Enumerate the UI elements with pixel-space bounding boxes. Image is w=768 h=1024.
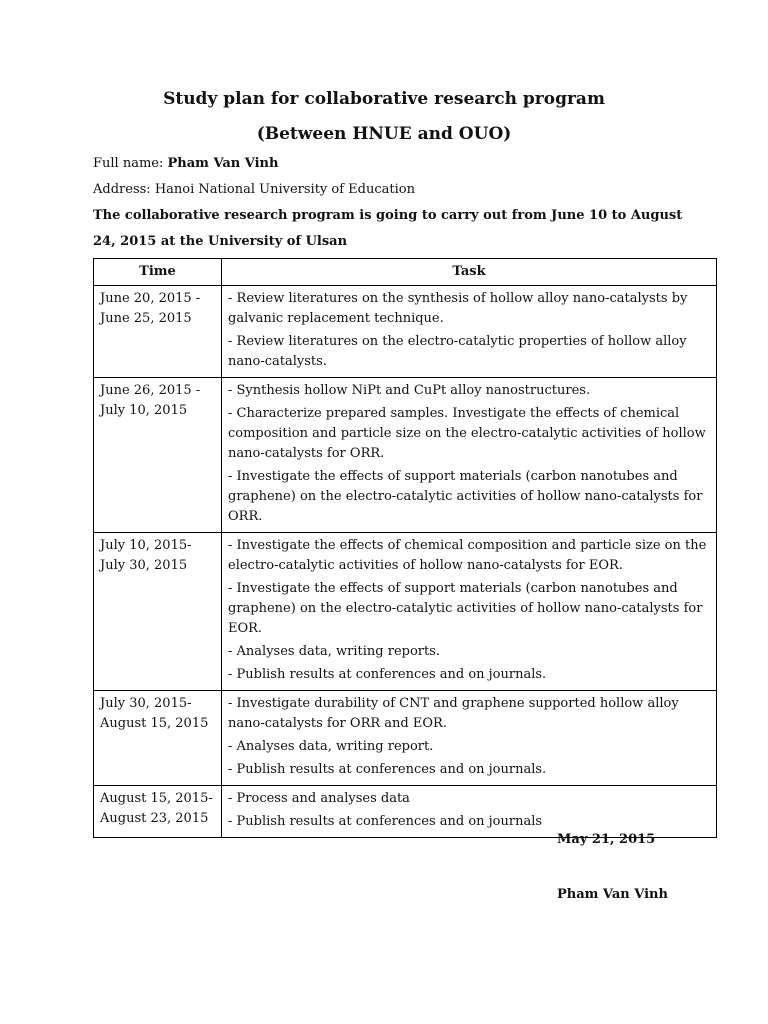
study-plan-table (93, 258, 717, 838)
full-name-value: Pham Van Vinh (167, 156, 279, 171)
full-name-line (93, 156, 278, 171)
task-item: - Synthesis hollow NiPt and CuPt alloy nanostructures. (228, 383, 591, 398)
task-item: - Investigate the effects of chemical composition and particle size on the electro-catalytic activities of hollow nano-catalysts for EOR. (228, 538, 707, 573)
task-item: - Process and analyses data (228, 791, 410, 806)
time-range-line: July 30, 2015- (100, 696, 192, 711)
table-body (94, 286, 717, 838)
task-cell (222, 533, 717, 691)
task-item: - Publish results at conferences and on journals (228, 814, 543, 829)
task-item: - Investigate the effects of support materials (carbon nanotubes and graphene) on the electro-catalytic activities of hollow nano-catalysts for EOR. (228, 581, 703, 636)
document-title: Study plan for collaborative research program (163, 89, 605, 109)
table-row (94, 533, 717, 691)
full-name-label: Full name: (93, 156, 164, 171)
time-range-line: August 23, 2015 (100, 811, 209, 826)
table-header-row (94, 259, 717, 286)
task-cell (222, 378, 717, 533)
task-item: - Analyses data, writing report. (228, 739, 434, 754)
document-date: May 21, 2015 (557, 832, 656, 847)
task-item: - Investigate the effects of support materials (carbon nanotubes and graphene) on the electro-catalytic activities of hollow nano-catalysts for ORR. (228, 469, 703, 524)
table-row (94, 786, 717, 838)
time-range-line: July 10, 2015- (100, 538, 192, 553)
task-item: - Analyses data, writing reports. (228, 644, 441, 659)
task-item: - Publish results at conferences and on journals. (228, 667, 547, 682)
time-cell (94, 378, 222, 533)
task-column-header: Task (222, 259, 717, 286)
time-cell (94, 786, 222, 838)
time-range-line: July 30, 2015 (100, 558, 188, 573)
task-item: - Characterize prepared samples. Investigate the effects of chemical composition and particle size on the electro-catalytic activities of hollow nano-catalysts for ORR. (228, 406, 706, 461)
task-item: - Investigate durability of CNT and graphene supported hollow alloy nano-catalysts for ORR and EOR. (228, 696, 679, 731)
time-range-line: August 15, 2015 (100, 716, 209, 731)
task-cell (222, 286, 717, 378)
address-value: Hanoi National University of Education (154, 182, 415, 197)
program-intro-line-1: The collaborative research program is going to carry out from June 10 to August (93, 208, 683, 223)
task-item: - Review literatures on the electro-catalytic properties of hollow alloy nano-catalysts. (228, 334, 687, 369)
time-range-line: June 25, 2015 (100, 311, 192, 326)
task-cell (222, 691, 717, 786)
time-cell (94, 286, 222, 378)
address-line (93, 182, 415, 197)
table-row (94, 378, 717, 533)
time-range-line: June 20, 2015 - (100, 291, 201, 306)
time-cell (94, 533, 222, 691)
program-intro-line-2: 24, 2015 at the University of Ulsan (93, 234, 348, 249)
time-column-header: Time (94, 259, 222, 286)
task-item: - Publish results at conferences and on journals. (228, 762, 547, 777)
time-range-line: August 15, 2015- (100, 791, 213, 806)
address-label: Address: (93, 182, 151, 197)
task-item: - Review literatures on the synthesis of hollow alloy nano-catalysts by galvanic replacement technique. (228, 291, 688, 326)
table-row (94, 286, 717, 378)
time-range-line: June 26, 2015 - (100, 383, 201, 398)
time-cell (94, 691, 222, 786)
time-range-line: July 10, 2015 (100, 403, 188, 418)
signature-name: Pham Van Vinh (557, 887, 668, 902)
table-row (94, 691, 717, 786)
task-cell (222, 786, 717, 838)
document-subtitle: (Between HNUE and OUO) (256, 124, 512, 144)
